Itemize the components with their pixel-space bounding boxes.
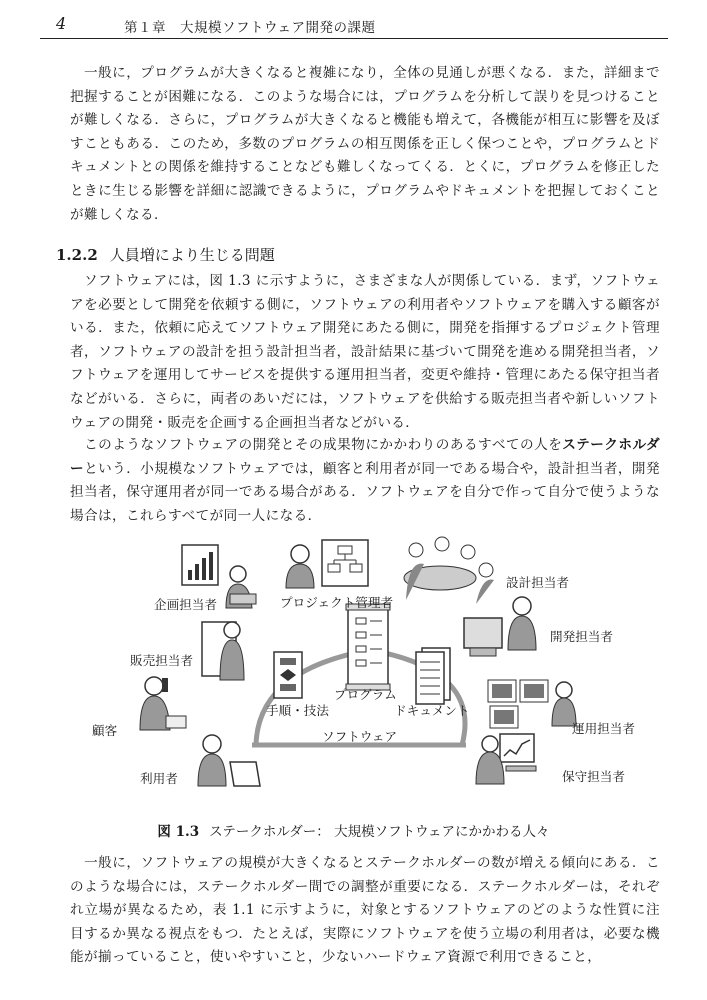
section-heading xyxy=(56,244,275,265)
running-header xyxy=(40,8,668,39)
caption-number: 図 1.3 xyxy=(157,824,200,840)
label-planning: 企画担当者 xyxy=(154,597,217,612)
term-stakeholder: ステークホルダー xyxy=(70,437,661,477)
paragraph-3: このようなソフトウェアの開発とその成果物にかかわりのあるすべての人をステークホルダーという．小規模なソフトウェアでは，顧客と利用者が同一である場合や，設計担当者，開発担当者，保守運用者が同一である場合がある．ソフトウェアを自分で作って自分で使うような場合は，これらすべてが同一人になる． xyxy=(70,437,661,524)
document-stack-icon xyxy=(416,648,450,704)
sales-person-icon xyxy=(202,622,244,680)
label-dev: 開発担当者 xyxy=(550,629,613,644)
label-design: 設計担当者 xyxy=(506,575,569,590)
figure-stakeholders xyxy=(90,530,650,805)
label-document: ドキュメント xyxy=(394,703,470,718)
label-sales: 販売担当者 xyxy=(130,653,193,668)
design-team-icon xyxy=(404,537,494,604)
operations-icon xyxy=(488,680,576,728)
figure-caption xyxy=(0,820,707,840)
paragraph-1: 一般に，プログラムが大きくなると複雑になり，全体の見通しが悪くなる．また，詳細まで把握することが困難になる．このような場合には，プログラムを分析して誤りを見つけることが難しくなる．さらに，プログラムが大きくなると機能も増えて，各機能が相互に影響を及ぼすこともある．このため，多数のプログラムの相互関係を正しく保つことや，プログラムとドキュメントとの関係を維持することなども難しくなってくる．とくに，プログラムを修正したときに生じる影響を詳細に認識できるように，プログラムやドキュメントを把握しておくことが難しくなる． xyxy=(70,65,660,223)
user-icon xyxy=(198,735,260,786)
paragraph-4: 一般に，ソフトウェアの規模が大きくなるとステークホルダーの数が増える傾向にある．このような場合には，ステークホルダー間での調整が重要になる．ステークホルダーは，それぞれ立場が異なるため，表 1.1 に示すように，対象とするソフトウェアのどのような性質に注目するか異なる視点をもつ．たとえば，実際にソフトウェアを使う立場の利用者は，必要な機能が揃っていること，使いやすいこと，少ないハードウェア資源で利用できること， xyxy=(70,855,660,966)
label-program: プログラム xyxy=(334,687,397,702)
label-software: ソフトウェア xyxy=(322,729,398,744)
label-procedure: 手順・技法 xyxy=(266,703,329,718)
maintenance-icon xyxy=(476,734,536,784)
procedure-chart-icon xyxy=(274,652,302,698)
label-user: 利用者 xyxy=(140,771,178,786)
section-number: 1.2.2 xyxy=(56,246,98,264)
section-title: 人員増により生じる問題 xyxy=(109,246,275,264)
program-scroll-icon xyxy=(346,604,390,690)
label-customer: 顧客 xyxy=(92,723,118,738)
customer-icon xyxy=(140,677,186,730)
caption-text: ステークホルダー： 大規模ソフトウェアにかかわる人々 xyxy=(209,824,550,840)
page-number: 4 xyxy=(56,14,67,33)
paragraph-2: ソフトウェアには，図 1.3 に示すように，さまざまな人が関係している．まず，ソフトウェアを必要として開発を依頼する側に，ソフトウェアの利用者やソフトウェアを購入する顧客がいる．また，依頼に応えてソフトウェア開発にあたる側に，開発を指揮するプロジェクト管理者，ソフトウェアの設計を担う設計担当者，設計結果に基づいて開発を進める開発担当者，ソフトウェアを運用してサービスを提供する運用担当者，変更や維持・管理にあたる保守担当者などがいる．さらに，両者のあいだには，ソフトウェアを供給する販売担当者や新しいソフトウェアの開発・販売を企画する企画担当者などがいる． xyxy=(70,273,660,431)
project-manager-icon xyxy=(286,540,368,588)
label-project-manager: プロジェクト管理者 xyxy=(280,595,394,610)
developer-icon xyxy=(464,597,536,656)
chapter-title: 第１章 大規模ソフトウェア開発の課題 xyxy=(124,20,376,36)
label-maint: 保守担当者 xyxy=(562,769,625,784)
label-ops: 運用担当者 xyxy=(572,721,635,736)
